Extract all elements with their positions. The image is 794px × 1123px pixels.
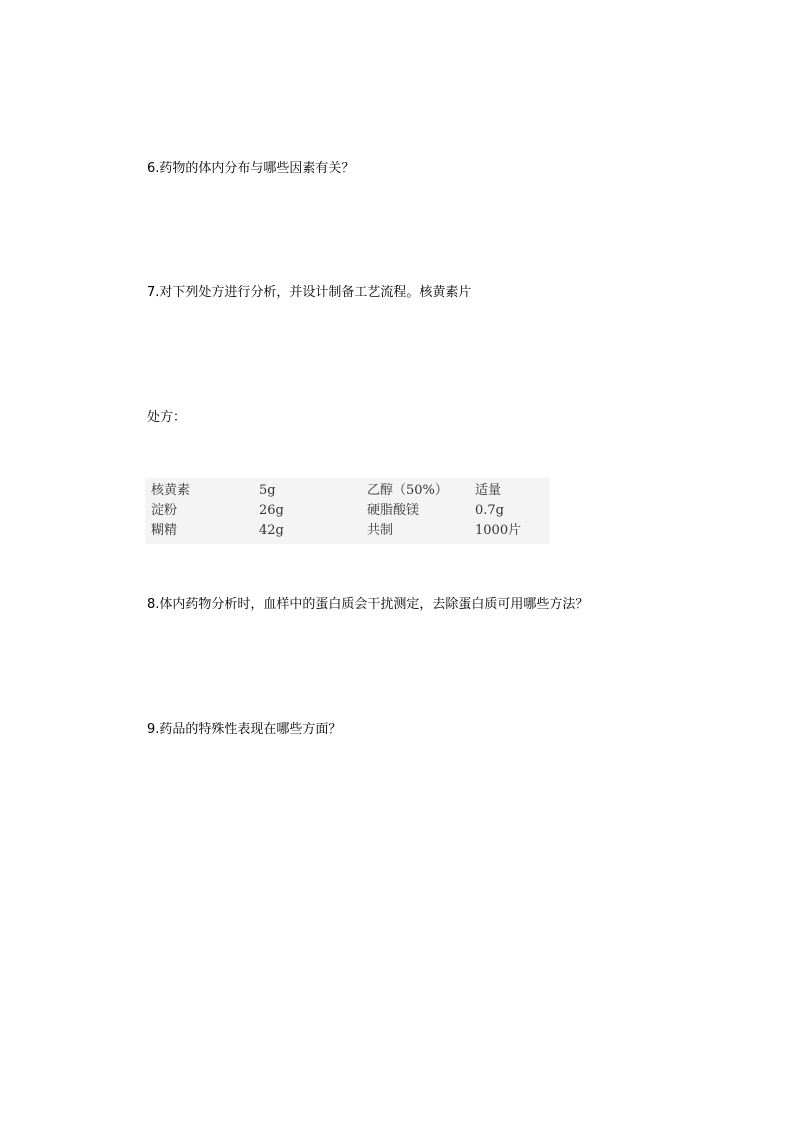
ingredient-name: 乙醇（50%） bbox=[367, 483, 448, 498]
question-7: 7.对下列处方进行分析，并设计制备工艺流程。核黄素片 bbox=[147, 285, 472, 300]
prescription-row bbox=[145, 501, 550, 521]
ingredient-name: 共制 bbox=[367, 523, 394, 538]
question-9: 9.药品的特殊性表现在哪些方面？ bbox=[147, 722, 342, 737]
ingredient-amount: 5g bbox=[259, 483, 276, 498]
ingredient-amount: 0.7g bbox=[475, 503, 504, 518]
ingredient-amount: 适量 bbox=[475, 483, 502, 498]
ingredient-name: 硬脂酸镁 bbox=[367, 503, 420, 518]
ingredient-amount: 42g bbox=[259, 523, 284, 538]
ingredient-amount: 1000片 bbox=[475, 523, 522, 538]
prescription-table bbox=[145, 478, 550, 544]
prescription-label: 处方： bbox=[147, 410, 187, 425]
ingredient-name: 核黄素 bbox=[151, 483, 191, 498]
prescription-row bbox=[145, 521, 550, 541]
ingredient-name: 淀粉 bbox=[151, 503, 178, 518]
ingredient-name: 糊精 bbox=[151, 523, 178, 538]
question-6: 6.药物的体内分布与哪些因素有关？ bbox=[147, 161, 355, 176]
prescription-row bbox=[145, 481, 550, 501]
question-8: 8.体内药物分析时，血样中的蛋白质会干扰测定，去除蛋白质可用哪些方法？ bbox=[147, 597, 589, 612]
ingredient-amount: 26g bbox=[259, 503, 284, 518]
